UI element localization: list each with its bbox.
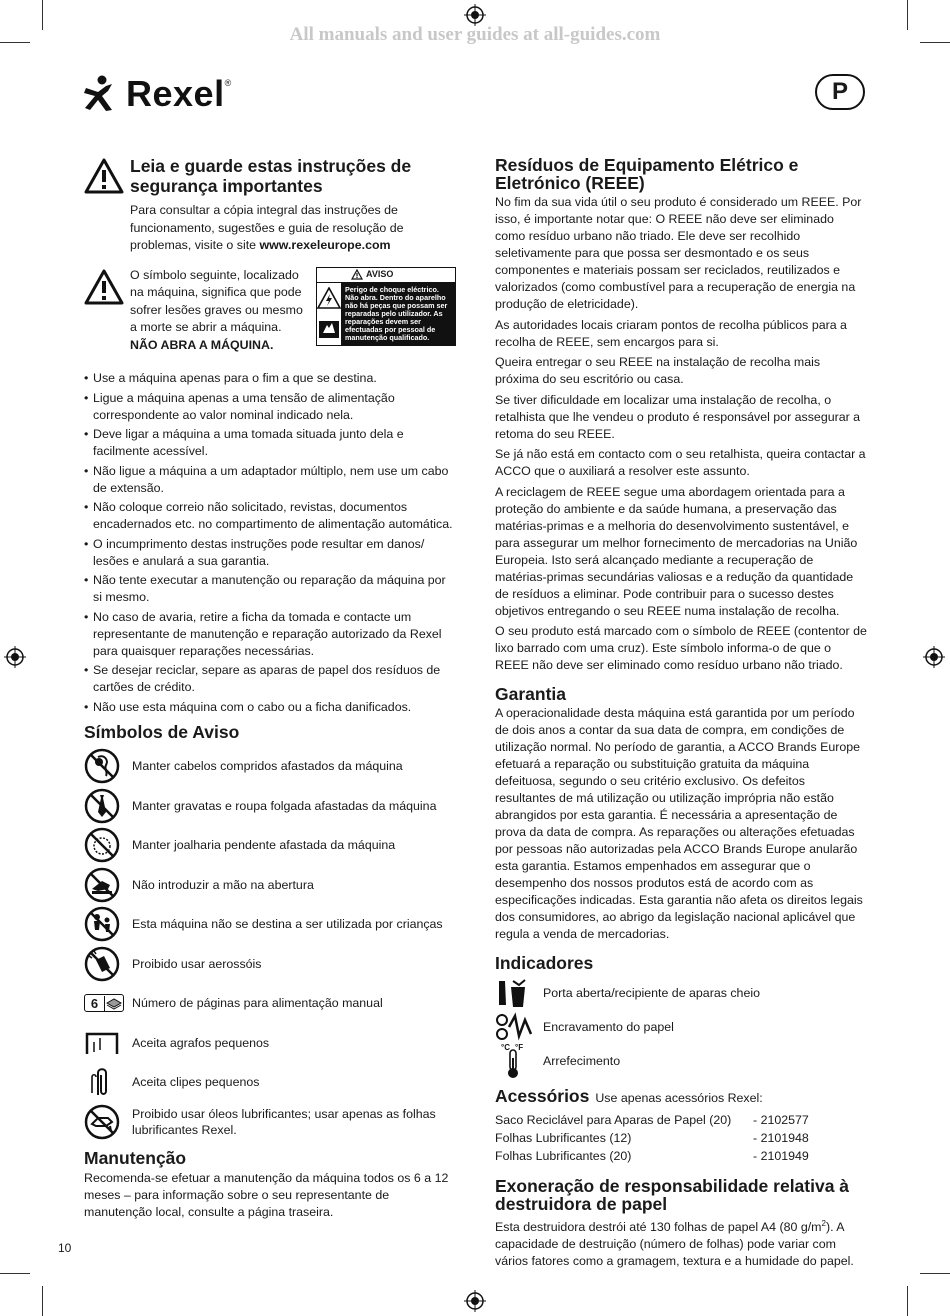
paragraph: A reciclagem de REEE segue uma abordagem orientada para a proteção do ambiente e da saúde humana, a preservação das matérias-primas e a melhoria do desenvolvimento sustentável, e para assegurar um melhor fornecimento de mercadorias na União Europeia. Isto será alcançado mediante a recuperação de matérias-primas secundárias valiosas e a redução da quantidade de resíduos a eliminar. Pode contribuir para o sucesso destes objetivos entregando o seu REEE numa instalação de recolha. — [495, 484, 858, 618]
weee-title: Resíduos de Equipamento Elétrico e Eletrónico (REEE) — [495, 155, 799, 193]
registration-mark-icon — [464, 1290, 486, 1312]
left-column — [84, 156, 456, 1221]
rexel-logo — [82, 72, 231, 116]
symbol-explanation — [84, 267, 456, 355]
paragraph: As autoridades locais criaram pontos de recolha públicos para a recolha de REEE, sem encargos para si. — [495, 317, 847, 349]
list-item: Esta máquina não se destina a ser utilizada por crianças — [84, 905, 456, 945]
safety-intro: Para consultar a cópia integral das instruções de funcionamento, sugestões e guia de resolução de problemas, visite o site www.rexeleurope.com — [130, 203, 404, 252]
safety-title: Leia e guarde estas instruções de segurança importantes — [130, 156, 412, 196]
list-item: 6 Número de páginas para alimentação manual — [84, 984, 456, 1024]
small-warning-icon — [351, 269, 363, 280]
list-item: • Use a máquina apenas para o fim a que se destina. — [84, 370, 456, 387]
warning-symbols-list — [84, 747, 456, 1142]
list-item: Proibido usar óleos lubrificantes; usar apenas as folhas lubrificantes Rexel. — [84, 1102, 456, 1142]
paperclip-icon — [84, 1065, 120, 1099]
warranty-text: A operacionalidade desta máquina está garantida por um período de dois anos a contar da sua data de compra, em condições de utilização normal. No período de garantia, a ACCO Brands Europe efetuará a reparação ou substituição gratuita da máquina defeituosa, segundo o seu critério exclusivo. Os defeitos resultantes de má utilização ou utilização imprópria não estão abrangidos por esta garantia. É necessária a apresentação de prova da data de compra. As reparações ou alterações efetuadas por pessoas não autorizadas pela ACCO Brands Europe anularão esta garantia. Estamos empenhados em assegurar que o desempenho dos nossos produtos está de acordo com as especificações indicadas. Esta garantia não afeta os direitos legais dos consumidores, ao abrigo da legislação nacional aplicável que regula a venda de mercadorias. — [495, 706, 863, 941]
accessories-header — [495, 1088, 867, 1107]
warning-triangle-icon — [84, 269, 124, 305]
safety-bullets — [84, 370, 456, 716]
safety-header — [84, 156, 456, 255]
no-hand-icon — [84, 867, 120, 903]
warning-triangle-icon — [84, 158, 124, 194]
brand-name: Rexel — [126, 73, 225, 114]
no-children-icon — [84, 906, 120, 942]
list-item: Aceita agrafos pequenos — [84, 1023, 456, 1063]
symbol-description: O símbolo seguinte, localizado na máquina, significa que pode sofrer lesões graves ou mesmo a morte se abrir a máquina. NÃO ABRA A MÁQUINA. — [130, 267, 308, 355]
rexel-figure-icon — [82, 74, 122, 114]
warning-label-head: AVISO — [366, 269, 394, 279]
disclaimer-text: Esta destruidora destrói até 130 folhas de papel A4 (80 $g/m^2$). A capacidade de destruição (número de folhas) pode variar com vários fatores como a gramagem, textura e a humidade do papel. — [495, 1219, 854, 1269]
list-item: Não introduzir a mão na abertura — [84, 865, 456, 905]
watermark: All manuals and user guides at all-guides.com — [289, 24, 661, 45]
list-item: • Não coloque correio não solicitado, revistas, documentos encadernados etc. no compartimento de alimentação automática. — [84, 499, 456, 533]
list-item: • No caso de avaria, retire a ficha da tomada e contacte um representante de manutenção e reparação autorizado da Rexel para quaisquer reparações necessárias. — [84, 609, 456, 660]
no-jewellery-icon — [84, 827, 120, 863]
registration-mark-icon — [923, 646, 945, 668]
no-long-hair-icon — [84, 748, 120, 784]
svg-text:°F: °F — [515, 1043, 524, 1052]
list-item: Manter gravatas e roupa folgada afastadas da máquina — [84, 786, 456, 826]
list-item: • Ligue a máquina apenas a uma tensão de alimentação correspondente ao valor nominal indicado nela. — [84, 390, 456, 424]
list-item: • Não use esta máquina com o cabo ou a ficha danificados. — [84, 699, 456, 716]
list-item: Porta aberta/recipiente de aparas cheio — [495, 976, 867, 1010]
language-badge: P — [815, 74, 865, 110]
accessories-list — [495, 1111, 867, 1165]
electric-shock-icon — [317, 287, 341, 309]
accessories-subtitle: Use apenas acessórios Rexel: — [595, 1091, 763, 1105]
paragraph: Se tiver dificuldade em localizar uma instalação de recolha, o retalhista que lhe vendeu o produto é responsável por assegurar a retoma do seu REEE. — [495, 392, 861, 441]
maintenance-text: Recomenda-se efetuar a manutenção da máquina todos os 6 a 12 meses – para informação sobre o seu representante de manutenção local, consulte a página traseira. — [84, 1170, 449, 1219]
list-item: Proibido usar aerossóis — [84, 944, 456, 984]
sheet-count-icon: 6 — [84, 994, 124, 1012]
page-number: 10 — [58, 1241, 72, 1255]
bin-full-icon — [495, 977, 531, 1009]
registered-mark: ® — [224, 78, 232, 88]
no-tie-icon — [84, 788, 120, 824]
paper-jam-icon — [495, 1012, 533, 1042]
list-item: Encravamento do papel — [495, 1010, 867, 1044]
list-item: °C °F Arrefecimento — [495, 1044, 867, 1078]
crop-mark — [0, 1273, 30, 1274]
list-item: • Deve ligar a máquina a uma tomada situada junto dela e facilmente acessível. — [84, 426, 456, 460]
thermometer-icon — [495, 1042, 531, 1080]
warranty-title: Garantia — [495, 684, 566, 704]
warning-symbols-title: Símbolos de Aviso — [84, 721, 240, 742]
paragraph: Se já não está em contacto com o seu retalhista, queira contactar a ACCO que o auxiliará a resolver este assunto. — [495, 447, 866, 478]
crop-mark — [920, 1273, 950, 1274]
accessories-title: Acessórios — [495, 1086, 590, 1106]
maintenance-title: Manutenção — [84, 1147, 187, 1168]
weee-body — [495, 194, 867, 674]
crop-mark — [42, 1286, 43, 1316]
disclaimer-title: Exoneração de responsabilidade relativa à destruidora de papel — [495, 1176, 850, 1214]
list-item: Folhas Lubrificantes (20) - 2101949 — [495, 1149, 809, 1163]
do-not-open-warning: NÃO ABRA A MÁQUINA. — [130, 337, 274, 352]
list-item: Manter cabelos compridos afastados da máquina — [84, 747, 456, 787]
paragraph: Queira entregar o seu REEE na instalação de recolha mais próxima do seu escritório ou casa. — [495, 355, 821, 386]
list-item: Aceita clipes pequenos — [84, 1063, 456, 1103]
right-column — [495, 156, 867, 1270]
staple-icon — [84, 1028, 120, 1058]
list-item: • Se desejar reciclar, separe as aparas de papel dos resíduos de cartões de crédito. — [84, 662, 456, 696]
warning-label — [316, 267, 456, 346]
read-manual-hand-icon — [317, 317, 341, 341]
no-aerosol-icon — [84, 946, 120, 982]
list-item: • Não tente executar a manutenção ou reparação da máquina por si mesmo. — [84, 572, 456, 606]
registration-mark-icon — [464, 4, 486, 26]
list-item: Folhas Lubrificantes (12) - 2101948 — [495, 1131, 809, 1145]
paragraph: No fim da sua vida útil o seu produto é considerado um REEE. Por isso, é importante notar que: O REEE não deve ser eliminado como resíduo urbano não triado. Ele deve ser recolhido seletivamente para que possa ser desmontado e os seus componentes e materiais possam ser reciclados, reutilizados e valorizados (como combustível para a recuperação de energia na produção de eletricidade). — [495, 195, 862, 311]
website-link[interactable]: www.rexeleurope.com — [259, 238, 391, 252]
warning-label-body: Perigo de choque eléctrico. Não abra. Dentro do aparelho não há peças que possam ser reparadas pelo utilizador. As reparações devem ser efectuadas por pessoal de manutenção qualificado. — [345, 284, 448, 342]
paragraph: O seu produto está marcado com o símbolo de REEE (contentor de lixo barrado com uma cruz). Este símbolo informa-o de que o REEE não deve ser eliminado como resíduo urbano não triado. — [495, 624, 867, 672]
list-item: Saco Reciclável para Aparas de Papel (20) - 2102577 — [495, 1113, 809, 1127]
svg-text:°C: °C — [501, 1043, 510, 1052]
no-oil-icon — [84, 1104, 120, 1140]
list-item: • O incumprimento destas instruções pode resultar em danos/ lesões e anulará a sua garantia. — [84, 536, 456, 570]
indicators-list — [495, 976, 867, 1078]
list-item: • Não ligue a máquina a um adaptador múltiplo, nem use um cabo de extensão. — [84, 463, 456, 497]
indicators-title: Indicadores — [495, 953, 594, 973]
list-item: Manter joalharia pendente afastada da máquina — [84, 826, 456, 866]
crop-mark — [907, 1286, 908, 1316]
registration-mark-icon — [4, 646, 26, 668]
